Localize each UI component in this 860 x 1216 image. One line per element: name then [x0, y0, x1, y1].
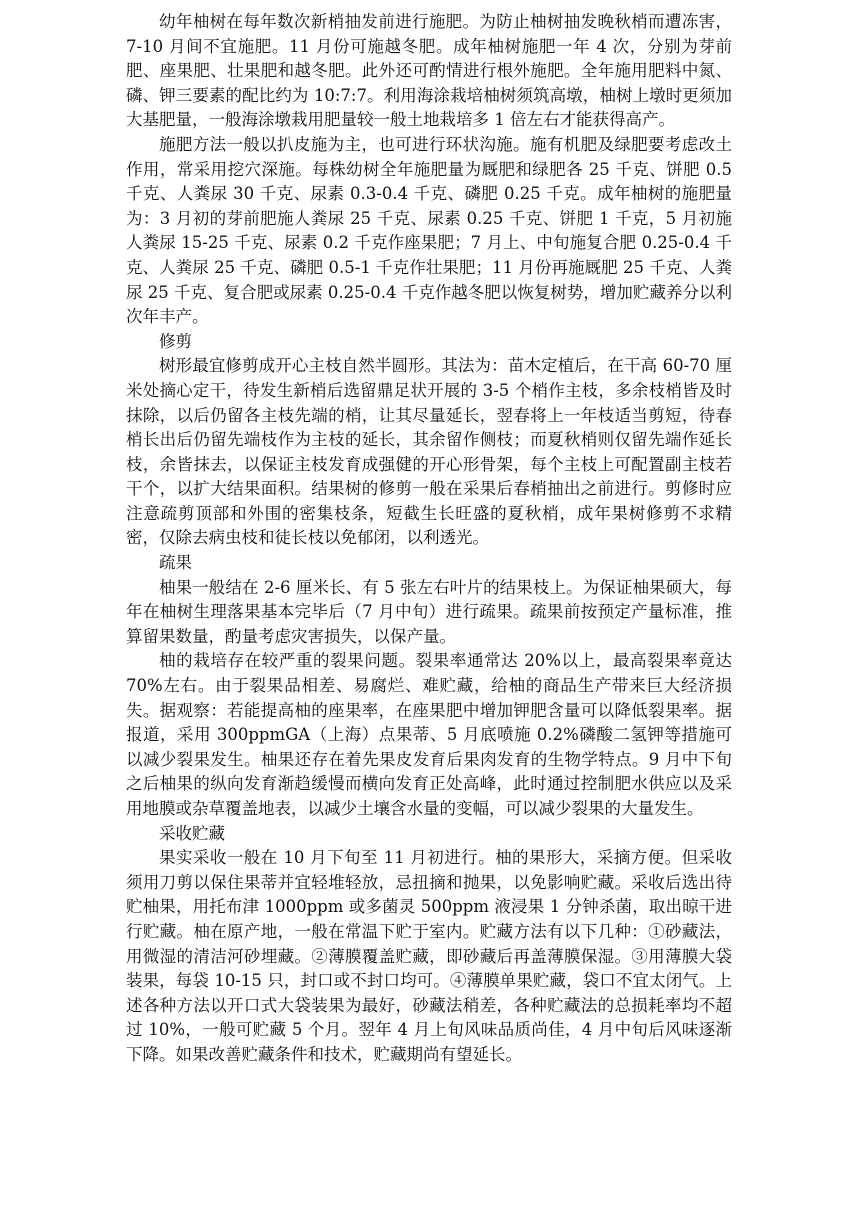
paragraph-fruit-thinning: 柚果一般结在 2-6 厘米长、有 5 张左右叶片的结果枝上。为保证柚果硕大，每年在柚树生理落果基本完毕后（7 月中旬）进行疏果。疏果前按预定产量标准，推算留果数量，酌量考虑灾害损失，以保产量。 — [126, 577, 732, 646]
paragraph-harvest-storage: 果实采收一般在 10 月下旬至 11 月初进行。柚的果形大，采摘方便。但采收须用刀剪以保住果蒂并宜轻堆轻放，忌扭摘和抛果，以免影响贮藏。采收后选出待贮柚果，用托布津 1000ppm 或多菌灵 500ppm 液浸果 1 分钟杀菌，取出晾干进行贮藏。柚在原产地，一般在常温下贮于室内。贮藏方法有以下几种：①砂藏法，用微湿的清洁河砂埋藏。②薄膜覆盖贮藏，即砂藏后再盖薄膜保湿。③用薄膜大袋装果，每袋 10-15 只，封口或不封口均可。④薄膜单果贮藏，袋口不宜太闭气。上述各种方法以开口式大袋装果为最好，砂藏法稍差，各种贮藏法的总损耗率均不超过 10%，一般可贮藏 5 个月。翌年 4 月上旬风味品质尚佳，4 月中旬后风味逐渐下降。如果改善贮藏条件和技术，贮藏期尚有望延长。 — [126, 848, 732, 1064]
section-heading-harvest-storage: 采收贮藏 — [159, 823, 225, 843]
section-heading-pruning: 修剪 — [159, 331, 192, 351]
section-heading-fruit-thinning: 疏果 — [159, 553, 192, 573]
paragraph-pruning: 树形最宜修剪成开心主枝自然半圆形。其法为：苗木定植后，在干高 60-70 厘米处摘心定干，待发生新梢后选留鼎足状开展的 3-5 个梢作主枝，多余枝梢皆及时抹除，以后仍留各主枝先端的梢，让其尽量延长，翌春将上一年枝适当剪短，待春梢长出后仍留先端枝作为主枝的延长，其余留作侧枝；而夏秋梢则仅留先端作延长枝，余皆抹去，以保证主枝发育成强健的开心形骨架，每个主枝上可配置副主枝若干个，以扩大结果面积。结果树的修剪一般在采果后春梢抽出之前进行。剪修时应注意疏剪顶部和外围的密集枝条，短截生长旺盛的夏秋梢，成年果树修剪不求精密，仅除去病虫枝和徒长枝以免郁闭，以利透光。 — [126, 356, 732, 548]
paragraph-fertilization-methods: 施肥方法一般以扒皮施为主，也可进行环状沟施。施有机肥及绿肥要考虑改土作用，常采用挖穴深施。每株幼树全年施肥量为厩肥和绿肥各 25 千克、饼肥 0.5 千克、人粪尿 30 千克、尿素 0.3-0.4 千克、磷肥 0.25 千克。成年柚树的施肥量为：3 月初的芽前肥施人粪尿 25 千克、尿素 0.25 千克、饼肥 1 千克，5 月初施人粪尿 15-25 千克、尿素 0.2 千克作座果肥；7 月上、中旬施复合肥 0.25-0.4 千克、人粪尿 25 千克、磷肥 0.5-1 千克作壮果肥；11 月份再施厩肥 25 千克、人粪尿 25 千克、复合肥或尿素 0.25-0.4 千克作越冬肥以恢复树势，增加贮藏养分以利次年丰产。 — [126, 134, 732, 327]
document-body — [126, 10, 732, 1068]
paragraph-fruit-cracking: 柚的栽培存在较严重的裂果问题。裂果率通常达 20%以上，最高裂果率竟达 70%左右。由于裂果品相差、易腐烂、难贮藏，给柚的商品生产带来巨大经济损失。据观察：若能提高柚的座果率，在座果肥中增加钾肥含量可以降低裂果率。据报道，采用 300ppmGA（上海）点果蒂、5 月底喷施 0.2%磷酸二氢钾等措施可以减少裂果发生。柚果还存在着先果皮发育后果肉发育的生物学特点。9 月中下旬之后柚果的纵向发育渐趋缓慢而横向发育正处高峰，此时通过控制肥水供应以及采用地膜或杂草覆盖地表，以减少土壤含水量的变幅，可以减少裂果的大量发生。 — [126, 651, 732, 818]
paragraph-young-tree-fertilization: 幼年柚树在每年数次新梢抽发前进行施肥。为防止柚树抽发晚秋梢而遭冻害，7-10 月间不宜施肥。11 月份可施越冬肥。成年柚树施肥一年 4 次，分别为芽前肥、座果肥、壮果肥和越冬肥。此外还可酌情进行根外施肥。全年施用肥料中氮、磷、钾三要素的配比约为 10:7:7。利用海涂栽培柚树须筑高墩，柚树上墩时更须加大基肥量，一般海涂墩栽用肥量较一般土地栽培多 1 倍左右才能获得高产。 — [126, 12, 732, 130]
